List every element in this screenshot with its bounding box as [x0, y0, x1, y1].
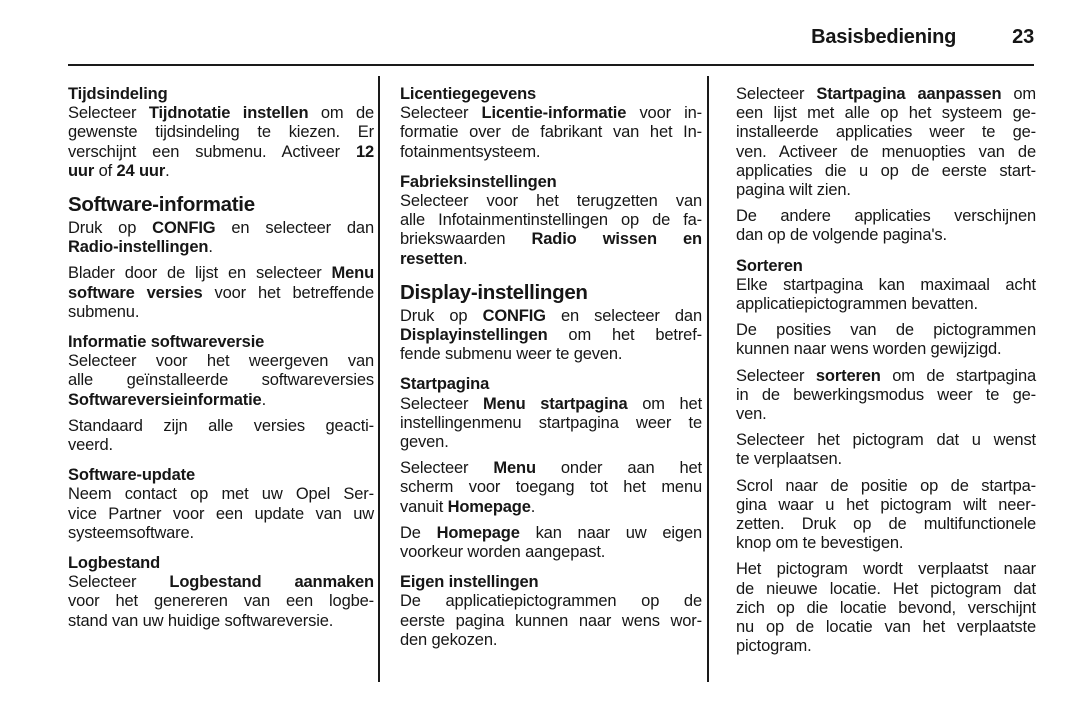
- text-run-bold: CONFIG: [482, 306, 546, 325]
- text-run: Druk op: [68, 219, 153, 238]
- text-run: systeemsoftware.: [68, 523, 194, 542]
- text-run: Selecteer: [68, 104, 149, 123]
- text-run-bold: sorteren: [815, 366, 881, 385]
- text-line: [68, 303, 374, 322]
- text-line: [68, 573, 374, 592]
- text-run: voor het genereren van een logbe-: [68, 592, 374, 611]
- text-line: [736, 276, 1036, 295]
- text-run: Selecteer het pictogram dat u wenst: [736, 431, 1036, 450]
- text-run: fende submenu weer te geven.: [400, 345, 623, 364]
- section-heading: Display-instellingen: [400, 280, 588, 304]
- text-line: [400, 211, 702, 230]
- text-run-bold: Tijdnotatie instellen: [148, 104, 309, 123]
- sub-heading: Informatie softwareversie: [68, 333, 265, 352]
- text-run: Selecteer: [736, 366, 816, 385]
- text-line: [736, 599, 1036, 618]
- page-title: Basisbediening: [811, 26, 957, 48]
- paragraph: [68, 104, 374, 181]
- text-run: .: [530, 497, 536, 516]
- text-run: Selecteer: [400, 104, 482, 123]
- sub-heading: Licentiegegevens: [400, 85, 537, 103]
- text-run: instellingenmenu startpagina weer te: [400, 413, 702, 432]
- paragraph: [400, 524, 702, 562]
- text-run: voor in-: [626, 104, 702, 123]
- column-3: [736, 85, 1036, 663]
- text-run: om het betref-: [547, 326, 702, 345]
- text-line: [68, 284, 374, 303]
- text-line: [736, 386, 1036, 405]
- text-run: submenu.: [68, 302, 140, 321]
- text-line: [68, 592, 374, 611]
- text-run: De applicatiepictogrammen op de: [400, 592, 702, 611]
- text-line: [400, 459, 702, 478]
- text-line: [400, 592, 702, 611]
- sub-heading: Fabrieksinstellingen: [400, 172, 557, 191]
- text-run: om het: [627, 394, 703, 413]
- text-run: De: [400, 523, 437, 542]
- text-line: [400, 395, 702, 414]
- text-run-bold: Logbestand aanmaken: [169, 573, 374, 592]
- paragraph: [400, 395, 702, 453]
- text-run: formatie over de fabrikant van het In-: [400, 123, 702, 142]
- text-line: [68, 485, 374, 504]
- paragraph: [68, 417, 374, 455]
- text-run: ven. Activeer de menuopties van de: [736, 142, 1036, 161]
- paragraph: [736, 560, 1036, 656]
- text-run: De andere applicaties verschijnen: [736, 207, 1036, 226]
- text-line: [736, 496, 1036, 515]
- text-run: en selecteer dan: [215, 219, 374, 238]
- text-run: alle geïnstalleerde softwareversies: [68, 371, 374, 390]
- section-heading: Software-informatie: [68, 193, 255, 217]
- text-line: [400, 612, 702, 631]
- text-run-bold: Radio wissen en: [531, 230, 702, 249]
- sub-heading: Startpagina: [400, 375, 490, 394]
- text-run: pagina wilt zien.: [736, 181, 851, 200]
- paragraph: [736, 207, 1036, 245]
- text-line: [400, 192, 702, 211]
- text-run: Selecteer voor het terugzetten van: [400, 192, 702, 211]
- text-run: Selecteer: [400, 394, 484, 413]
- text-line: [736, 450, 1036, 469]
- text-run: voor het betreffende: [202, 283, 374, 302]
- text-run: .: [463, 249, 468, 268]
- text-run: om: [1001, 85, 1036, 103]
- text-run: gewenste tijdsindeling te kiezen. Er: [68, 123, 374, 142]
- text-line: [736, 123, 1036, 142]
- text-line: [736, 85, 1036, 104]
- text-line: [736, 321, 1036, 340]
- text-run: Het pictogram wordt verplaatst naar: [736, 560, 1036, 579]
- text-run-bold: Menu: [331, 264, 374, 283]
- paragraph: [400, 592, 702, 650]
- text-run: Selecteer: [736, 85, 817, 103]
- text-run: kunnen naar wens worden gewijzigd.: [736, 340, 1002, 359]
- text-run: eerste pagina kunnen naar wens wor-: [400, 611, 702, 630]
- text-line: [400, 230, 702, 249]
- text-run: en selecteer dan: [545, 306, 702, 325]
- text-run: De posities van de pictogrammen: [736, 321, 1036, 340]
- text-run: .: [261, 390, 266, 409]
- text-run: den gekozen.: [400, 630, 498, 649]
- column-2: [400, 85, 702, 657]
- text-line: [736, 637, 1036, 656]
- text-run-bold: Menu startpagina: [483, 394, 628, 413]
- text-line: [68, 104, 374, 123]
- text-run-bold: Radio-instellingen: [68, 238, 209, 257]
- sub-heading: Sorteren: [736, 256, 803, 275]
- text-line: [68, 219, 374, 238]
- text-line: [68, 123, 374, 142]
- text-line: [400, 433, 702, 452]
- text-run-bold: Displayinstellingen: [400, 326, 548, 345]
- text-run: onder aan het: [535, 459, 702, 478]
- text-line: [68, 391, 374, 410]
- text-line: [400, 123, 702, 142]
- text-run: gina waar u het pictogram wilt neer-: [736, 495, 1036, 514]
- text-run: in de bewerkingsmodus weer te ge-: [736, 385, 1036, 404]
- text-run: Druk op: [400, 306, 483, 325]
- column-divider: [378, 76, 380, 682]
- text-run-bold: software versies: [68, 283, 203, 302]
- paragraph: [400, 104, 702, 162]
- text-line: [400, 307, 702, 326]
- text-line: [68, 352, 374, 371]
- text-line: [400, 524, 702, 543]
- text-run-bold: Softwareversieinformatie: [68, 390, 262, 409]
- text-run: om de: [308, 104, 375, 123]
- text-run-bold: Homepage: [436, 523, 520, 542]
- sub-heading: Logbestand: [68, 554, 160, 573]
- page-number: 23: [1012, 26, 1034, 48]
- paragraph: [400, 459, 702, 517]
- text-run: Blader door de lijst en selecteer: [68, 264, 332, 283]
- text-run: briekswaarden: [400, 230, 532, 249]
- text-line: [68, 162, 374, 181]
- text-line: [400, 498, 702, 517]
- text-run-bold: Homepage: [447, 497, 531, 516]
- text-line: [400, 345, 702, 364]
- paragraph: [736, 85, 1036, 200]
- text-run: vice Partner voor een update van uw: [68, 504, 374, 523]
- text-run: verschijnt een submenu. Activeer: [68, 142, 356, 161]
- text-line: [400, 543, 702, 562]
- text-run: .: [165, 161, 170, 180]
- page-header: [68, 26, 1034, 49]
- text-run: stand van uw huidige softwareversie.: [68, 611, 334, 630]
- text-run: vanuit: [400, 497, 448, 516]
- text-run: pictogram.: [736, 637, 812, 656]
- text-run-bold: Startpagina aanpassen: [816, 85, 1002, 103]
- text-run: fotainmentsysteem.: [400, 142, 541, 161]
- text-run: Elke startpagina kan maximaal acht: [736, 275, 1036, 294]
- text-line: [736, 477, 1036, 496]
- text-run: of: [94, 161, 117, 180]
- text-run: applicaties die u op de eerste start-: [736, 161, 1036, 180]
- text-line: [736, 104, 1036, 123]
- text-line: [736, 162, 1036, 181]
- text-line: [736, 295, 1036, 314]
- text-run: .: [208, 238, 213, 257]
- sub-heading: Eigen instellingen: [400, 573, 539, 592]
- text-line: [400, 631, 702, 650]
- text-run-bold: CONFIG: [152, 219, 216, 238]
- paragraph: [400, 307, 702, 365]
- text-run-bold: uur: [68, 161, 95, 180]
- text-run: te verplaatsen.: [736, 450, 842, 469]
- text-run: applicatiepictogrammen bevatten.: [736, 295, 978, 314]
- paragraph: [68, 219, 374, 257]
- text-run: Selecteer voor het weergeven van: [68, 352, 374, 371]
- paragraph: [68, 352, 374, 410]
- text-run: om de startpagina: [880, 366, 1037, 385]
- text-line: [400, 414, 702, 433]
- text-line: [736, 226, 1036, 245]
- paragraph: [68, 485, 374, 543]
- paragraph: [736, 367, 1036, 425]
- paragraph: [736, 321, 1036, 359]
- paragraph: [400, 192, 702, 269]
- text-line: [400, 104, 702, 123]
- text-line: [400, 478, 702, 497]
- text-line: [68, 612, 374, 631]
- text-run: een lijst met alle op het systeem ge-: [736, 104, 1036, 123]
- text-run: kan naar uw eigen: [519, 523, 702, 542]
- text-run: voorkeur worden aangepast.: [400, 543, 606, 562]
- text-line: [736, 367, 1036, 386]
- text-line: [68, 524, 374, 543]
- paragraph: [736, 477, 1036, 554]
- text-line: [68, 371, 374, 390]
- text-run: alle Infotainmentinstellingen op de fa-: [400, 211, 702, 230]
- paragraph: [68, 264, 374, 322]
- text-run: zetten. Druk op de multifunctionele: [736, 515, 1036, 534]
- text-run-bold: 12: [355, 142, 374, 161]
- text-run: dan op de volgende pagina's.: [736, 226, 947, 245]
- text-line: [736, 143, 1036, 162]
- text-line: [736, 515, 1036, 534]
- text-line: [68, 417, 374, 436]
- text-run: Selecteer: [68, 573, 170, 592]
- text-run: geven.: [400, 433, 449, 452]
- paragraph: [736, 431, 1036, 469]
- text-run: Scrol naar de positie op de startpa-: [736, 476, 1036, 495]
- text-line: [736, 534, 1036, 553]
- text-run-bold: resetten: [400, 249, 463, 268]
- text-run: de nieuwe locatie. Het pictogram dat: [736, 579, 1036, 598]
- text-line: [736, 340, 1036, 359]
- text-line: [68, 264, 374, 283]
- text-run-bold: Licentie-informatie: [481, 104, 627, 123]
- text-line: [68, 505, 374, 524]
- text-run: installeerde applicaties weer te ge-: [736, 123, 1036, 142]
- text-run-bold: 24 uur: [116, 161, 166, 180]
- text-run: nu op de locatie van het verplaatste: [736, 618, 1036, 637]
- paragraph: [736, 276, 1036, 314]
- text-line: [736, 431, 1036, 450]
- text-run: zich op die locatie bevond, verschijnt: [736, 598, 1036, 617]
- text-line: [736, 618, 1036, 637]
- text-line: [400, 326, 702, 345]
- text-line: [68, 143, 374, 162]
- text-line: [736, 207, 1036, 226]
- text-run-bold: Menu: [493, 459, 536, 478]
- text-run: Standaard zijn alle versies geacti-: [68, 416, 374, 435]
- column-divider: [707, 76, 709, 682]
- text-run: Neem contact op met uw Opel Ser-: [68, 485, 374, 504]
- sub-heading: Tijdsindeling: [68, 85, 168, 103]
- paragraph: [68, 573, 374, 631]
- text-line: [400, 250, 702, 269]
- text-run: veerd.: [68, 436, 113, 455]
- text-line: [736, 580, 1036, 599]
- text-line: [400, 143, 702, 162]
- text-run: knop om te bevestigen.: [736, 534, 904, 553]
- sub-heading: Software-update: [68, 466, 196, 485]
- text-line: [736, 405, 1036, 424]
- text-line: [68, 238, 374, 257]
- column-1: [68, 85, 374, 638]
- text-run: Selecteer: [400, 459, 494, 478]
- text-line: [736, 560, 1036, 579]
- text-run: scherm voor toegang tot het menu: [400, 478, 702, 497]
- text-line: [736, 181, 1036, 200]
- text-run: ven.: [736, 405, 767, 424]
- text-line: [68, 436, 374, 455]
- header-rule: [68, 64, 1034, 66]
